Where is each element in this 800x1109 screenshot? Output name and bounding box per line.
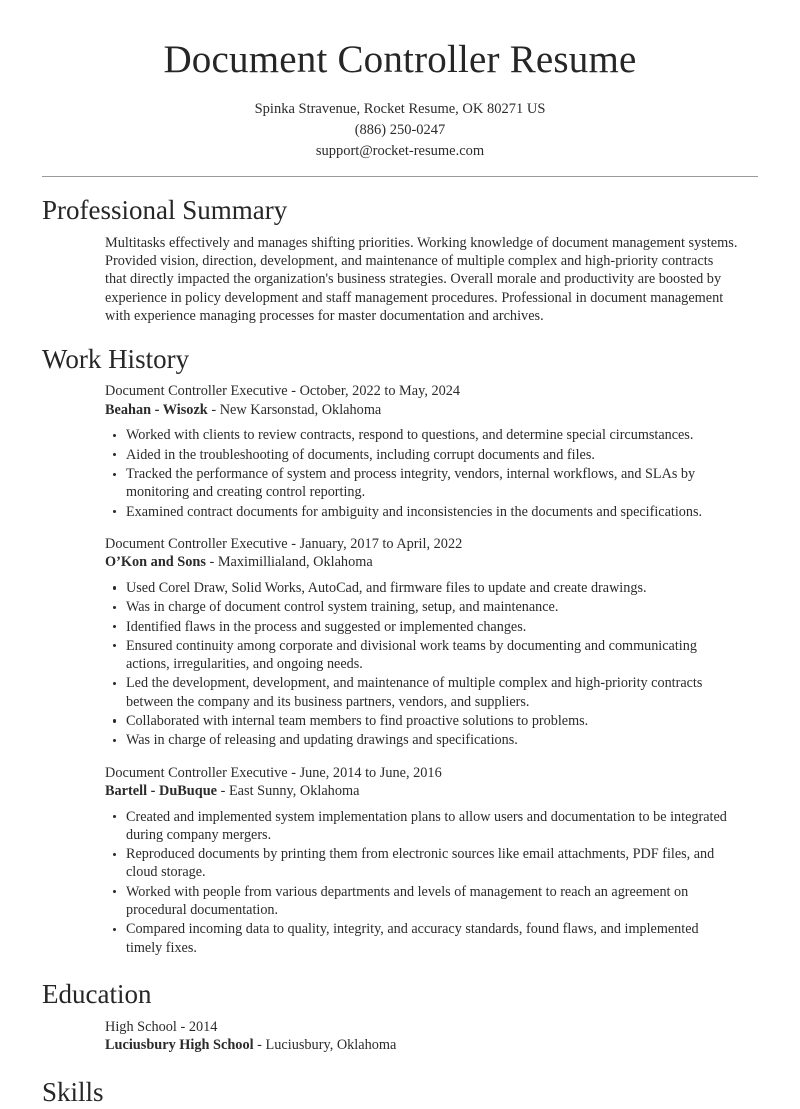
contact-email: support@rocket-resume.com	[315, 142, 485, 159]
job-title-separator: -	[287, 383, 300, 400]
job-location: East Sunny, Oklahoma	[228, 783, 360, 800]
section-heading-education: Education	[42, 978, 152, 1009]
work-history-entry	[105, 764, 738, 957]
section-heading-work-history: Work History	[42, 343, 190, 374]
job-title: Document Controller Executive	[105, 383, 288, 400]
job-dates: January, 2017 to April, 2022	[299, 535, 463, 552]
section-education	[42, 979, 758, 1055]
job-title-line	[105, 535, 738, 554]
section-skills	[42, 1077, 758, 1109]
education-degree-line	[105, 1018, 738, 1037]
job-bullet: Was in charge of releasing and updating drawings and specifications.	[105, 731, 738, 749]
section-work-history	[42, 344, 758, 957]
job-title: Document Controller Executive	[105, 535, 288, 552]
job-bullet: Ensured continuity among corporate and divisional work teams by documenting and communicating actions, irregularities, and ongoing needs.	[105, 637, 738, 674]
education-year: 2014	[188, 1018, 218, 1035]
job-bullet: Tracked the performance of system and process integrity, vendors, internal workflows, and SLAs by monitoring and creating control reporting.	[105, 465, 738, 502]
professional-summary-body	[42, 234, 758, 326]
job-title-line	[105, 764, 738, 783]
work-history-list	[42, 382, 758, 957]
job-location: New Karsonstad, Oklahoma	[219, 401, 382, 418]
section-professional-summary	[42, 195, 758, 326]
resume-header	[42, 0, 758, 177]
education-school: Luciusbury High School	[105, 1037, 254, 1054]
job-bullet: Led the development, development, and maintenance of multiple complex and high-priority contracts between the company and its business partners, vendors, and suppliers.	[105, 674, 738, 711]
job-bullet: Collaborated with internal team members to find proactive solutions to problems.	[105, 712, 738, 730]
job-title: Document Controller Executive	[105, 764, 288, 781]
section-heading-professional-summary: Professional Summary	[42, 194, 288, 225]
job-bullet: Created and implemented system implementation plans to allow users and documentation to be integrated during company mergers.	[105, 808, 738, 845]
job-bullet: Identified flaws in the process and suggested or implemented changes.	[105, 618, 738, 636]
job-bullet-list	[105, 579, 738, 750]
contact-phone: (886) 250-0247	[354, 121, 446, 138]
job-company-line	[105, 401, 738, 420]
job-bullet: Worked with clients to review contracts, respond to questions, and determine special circumstances.	[105, 426, 738, 444]
education-list	[42, 1018, 758, 1055]
job-location: Maximillialand, Oklahoma	[217, 554, 373, 571]
education-location: Luciusbury, Oklahoma	[265, 1037, 397, 1054]
education-school-line	[105, 1036, 738, 1055]
job-bullet: Aided in the troubleshooting of documents, including corrupt documents and files.	[105, 446, 738, 464]
education-school-separator: -	[253, 1037, 266, 1054]
professional-summary-text: Multitasks effectively and manages shifting priorities. Working knowledge of document management systems. Provided vision, direction, development, and maintenance of multiple complex and high-priority contracts that directly impacted the organization's business strategies. Overall morale and productivity are boosted by experience in policy development and staff management procedures. Professional in document management with experience managing processes for master documentation and archives.	[105, 234, 738, 325]
job-company-separator: -	[205, 554, 218, 571]
job-company-separator: -	[217, 783, 229, 800]
job-title-separator: -	[287, 535, 300, 552]
job-company: Bartell - DuBuque	[105, 783, 218, 800]
job-bullet-list	[105, 426, 738, 520]
job-company: O’Kon and Sons	[105, 554, 206, 571]
job-company-line	[105, 553, 738, 572]
job-bullet: Used Corel Draw, Solid Works, AutoCad, and firmware files to update and create drawings.	[105, 579, 738, 597]
job-dates: October, 2022 to May, 2024	[299, 383, 461, 400]
job-bullet: Reproduced documents by printing them from electronic sources like email attachments, PDF files, and cloud storage.	[105, 845, 738, 882]
job-bullet: Compared incoming data to quality, integrity, and accuracy standards, found flaws, and implemented timely fixes.	[105, 920, 738, 957]
job-dates: June, 2014 to June, 2016	[299, 764, 442, 781]
education-degree-separator: -	[176, 1018, 189, 1035]
work-history-entry	[105, 382, 738, 520]
work-history-entry	[105, 535, 738, 750]
job-company: Beahan - Wisozk	[105, 401, 208, 418]
job-bullet-list	[105, 808, 738, 957]
job-company-line	[105, 782, 738, 801]
section-heading-skills: Skills	[42, 1077, 104, 1107]
education-entry	[105, 1018, 738, 1055]
job-title-separator: -	[287, 764, 300, 781]
job-title-line	[105, 382, 738, 401]
job-company-separator: -	[207, 401, 220, 418]
contact-address: Spinka Stravenue, Rocket Resume, OK 80271 US	[254, 100, 546, 117]
job-bullet: Examined contract documents for ambiguity and inconsistencies in the documents and specifications.	[105, 503, 738, 521]
job-bullet: Worked with people from various departments and levels of management to reach an agreement on procedural documentation.	[105, 883, 738, 920]
header-divider	[42, 176, 758, 177]
job-bullet: Was in charge of document control system training, setup, and maintenance.	[105, 598, 738, 616]
education-degree: High School	[105, 1018, 177, 1035]
page-title: Document Controller Resume	[163, 38, 637, 81]
contact-block	[42, 99, 758, 162]
